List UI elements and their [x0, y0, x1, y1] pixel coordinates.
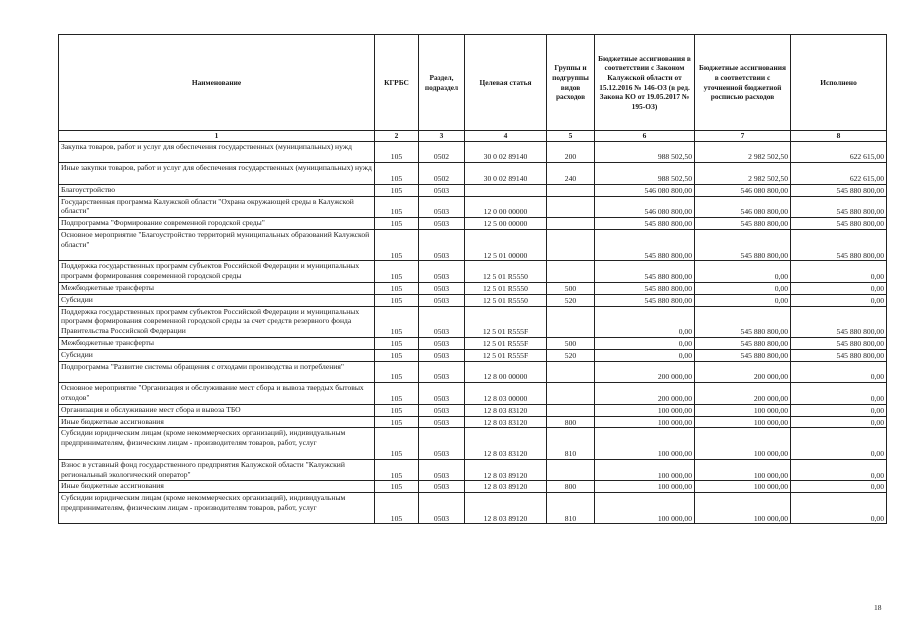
row-refined-amount-cell: 2 982 502,50 — [695, 163, 791, 185]
row-refined-amount-cell: 0,00 — [695, 294, 791, 306]
column-number-row — [59, 131, 887, 142]
row-section-cell: 0503 — [419, 416, 465, 428]
col-number-5: 5 — [547, 131, 595, 142]
row-kgrbs-cell: 105 — [375, 404, 419, 416]
row-section-cell: 0503 — [419, 184, 465, 196]
col-number-1: 1 — [59, 131, 375, 142]
row-group-cell: 520 — [547, 349, 595, 361]
table-row — [59, 416, 887, 428]
row-section-cell: 0503 — [419, 383, 465, 405]
row-kgrbs-cell: 105 — [375, 416, 419, 428]
row-section-cell: 0502 — [419, 141, 465, 163]
row-target-cell: 30 0 02 89140 — [465, 141, 547, 163]
row-target-cell: 30 0 02 89140 — [465, 163, 547, 185]
row-kgrbs-cell: 105 — [375, 459, 419, 481]
row-law-amount-cell: 545 880 800,00 — [595, 294, 695, 306]
table-body — [59, 141, 887, 524]
table-row — [59, 481, 887, 493]
row-section-cell: 0503 — [419, 349, 465, 361]
row-refined-amount-cell: 2 982 502,50 — [695, 141, 791, 163]
row-section-cell: 0503 — [419, 337, 465, 349]
row-kgrbs-cell: 105 — [375, 383, 419, 405]
row-law-amount-cell: 0,00 — [595, 349, 695, 361]
row-law-amount-cell: 100 000,00 — [595, 416, 695, 428]
row-law-amount-cell: 100 000,00 — [595, 493, 695, 524]
row-group-cell: 800 — [547, 481, 595, 493]
row-law-amount-cell: 545 880 800,00 — [595, 218, 695, 230]
row-group-cell — [547, 218, 595, 230]
row-group-cell: 520 — [547, 294, 595, 306]
row-name-cell: Субсидии юридическим лицам (кроме некоммерческих организаций), индивидуальным предпринимателям, физическим лицам - производителям товаров, работ, услуг — [59, 428, 375, 459]
row-target-cell: 12 0 00 00000 — [465, 196, 547, 218]
table-row — [59, 196, 887, 218]
row-executed-amount-cell: 545 880 800,00 — [791, 349, 887, 361]
table-row — [59, 184, 887, 196]
row-law-amount-cell: 200 000,00 — [595, 383, 695, 405]
row-executed-amount-cell: 0,00 — [791, 459, 887, 481]
row-section-cell: 0503 — [419, 481, 465, 493]
row-group-cell: 810 — [547, 428, 595, 459]
row-group-cell: 240 — [547, 163, 595, 185]
row-section-cell: 0503 — [419, 428, 465, 459]
row-executed-amount-cell: 622 615,00 — [791, 141, 887, 163]
row-law-amount-cell: 988 502,50 — [595, 163, 695, 185]
row-group-cell — [547, 306, 595, 337]
col-number-3: 3 — [419, 131, 465, 142]
row-name-cell: Основное мероприятие "Благоустройство территорий муниципальных образований Калужской области" — [59, 229, 375, 260]
row-refined-amount-cell: 545 880 800,00 — [695, 218, 791, 230]
row-section-cell: 0503 — [419, 404, 465, 416]
row-name-cell: Поддержка государственных программ субъектов Российской Федерации и муниципальных программ формирования современной городской среды — [59, 261, 375, 283]
row-executed-amount-cell: 622 615,00 — [791, 163, 887, 185]
row-name-cell: Закупка товаров, работ и услуг для обеспечения государственных (муниципальных) нужд — [59, 141, 375, 163]
row-group-cell: 500 — [547, 282, 595, 294]
table-row — [59, 261, 887, 283]
col-header-refined-allocations: Бюджетные ассигнования в соответствии с уточненной бюджетной росписью расходов — [695, 35, 791, 131]
col-header-target: Целевая статья — [465, 35, 547, 131]
col-number-8: 8 — [791, 131, 887, 142]
row-target-cell: 12 5 01 R5550 — [465, 294, 547, 306]
row-law-amount-cell: 988 502,50 — [595, 141, 695, 163]
row-refined-amount-cell: 100 000,00 — [695, 404, 791, 416]
row-law-amount-cell: 545 880 800,00 — [595, 261, 695, 283]
table-header-row — [59, 35, 887, 131]
row-kgrbs-cell: 105 — [375, 163, 419, 185]
col-header-group: Группы и подгруппы видов расходов — [547, 35, 595, 131]
col-number-2: 2 — [375, 131, 419, 142]
row-executed-amount-cell: 0,00 — [791, 493, 887, 524]
table-row — [59, 349, 887, 361]
row-refined-amount-cell: 546 080 800,00 — [695, 196, 791, 218]
row-executed-amount-cell: 545 880 800,00 — [791, 184, 887, 196]
row-section-cell: 0503 — [419, 218, 465, 230]
row-executed-amount-cell: 545 880 800,00 — [791, 218, 887, 230]
row-target-cell: 12 8 03 89120 — [465, 481, 547, 493]
row-refined-amount-cell: 545 880 800,00 — [695, 337, 791, 349]
table-row — [59, 383, 887, 405]
row-executed-amount-cell: 0,00 — [791, 383, 887, 405]
row-section-cell: 0503 — [419, 196, 465, 218]
col-number-6: 6 — [595, 131, 695, 142]
row-executed-amount-cell: 0,00 — [791, 261, 887, 283]
table-row — [59, 163, 887, 185]
row-name-cell: Межбюджетные трансферты — [59, 337, 375, 349]
row-law-amount-cell: 100 000,00 — [595, 404, 695, 416]
row-target-cell: 12 8 03 83120 — [465, 428, 547, 459]
budget-table — [58, 34, 887, 524]
row-group-cell — [547, 383, 595, 405]
col-header-name: Наименование — [59, 35, 375, 131]
row-law-amount-cell: 200 000,00 — [595, 361, 695, 383]
table-row — [59, 493, 887, 524]
row-name-cell: Подпрограмма "Формирование современной городской среды" — [59, 218, 375, 230]
row-section-cell: 0503 — [419, 361, 465, 383]
row-kgrbs-cell: 105 — [375, 294, 419, 306]
col-number-7: 7 — [695, 131, 791, 142]
row-name-cell: Организация и обслуживание мест сбора и вывоза ТБО — [59, 404, 375, 416]
table-row — [59, 294, 887, 306]
row-executed-amount-cell: 545 880 800,00 — [791, 337, 887, 349]
row-kgrbs-cell: 105 — [375, 306, 419, 337]
row-target-cell: 12 5 01 R555F — [465, 337, 547, 349]
row-refined-amount-cell: 100 000,00 — [695, 428, 791, 459]
row-executed-amount-cell: 0,00 — [791, 282, 887, 294]
row-kgrbs-cell: 105 — [375, 428, 419, 459]
row-name-cell: Иные закупки товаров, работ и услуг для обеспечения государственных (муниципальных) нужд — [59, 163, 375, 185]
row-executed-amount-cell: 0,00 — [791, 294, 887, 306]
row-law-amount-cell: 0,00 — [595, 306, 695, 337]
row-law-amount-cell: 545 880 800,00 — [595, 229, 695, 260]
row-kgrbs-cell: 105 — [375, 349, 419, 361]
row-group-cell — [547, 196, 595, 218]
row-target-cell: 12 5 01 R555F — [465, 306, 547, 337]
table-row — [59, 404, 887, 416]
row-name-cell: Субсидии юридическим лицам (кроме некоммерческих организаций), индивидуальным предпринимателям, физическим лицам - производителям товаров, работ, услуг — [59, 493, 375, 524]
row-refined-amount-cell: 0,00 — [695, 282, 791, 294]
col-number-4: 4 — [465, 131, 547, 142]
row-name-cell: Субсидии — [59, 349, 375, 361]
row-kgrbs-cell: 105 — [375, 218, 419, 230]
row-executed-amount-cell: 0,00 — [791, 428, 887, 459]
row-kgrbs-cell: 105 — [375, 282, 419, 294]
row-executed-amount-cell: 545 880 800,00 — [791, 306, 887, 337]
row-target-cell: 12 5 01 R5550 — [465, 282, 547, 294]
row-law-amount-cell: 100 000,00 — [595, 459, 695, 481]
row-target-cell: 12 8 03 83120 — [465, 404, 547, 416]
row-target-cell — [465, 184, 547, 196]
col-header-kgrbs: КГРБС — [375, 35, 419, 131]
row-refined-amount-cell: 200 000,00 — [695, 383, 791, 405]
row-refined-amount-cell: 546 080 800,00 — [695, 184, 791, 196]
col-header-executed: Исполнено — [791, 35, 887, 131]
table-row — [59, 282, 887, 294]
row-group-cell — [547, 229, 595, 260]
row-target-cell: 12 8 03 89120 — [465, 493, 547, 524]
row-refined-amount-cell: 0,00 — [695, 261, 791, 283]
row-target-cell: 12 8 03 83120 — [465, 416, 547, 428]
row-target-cell: 12 8 03 89120 — [465, 459, 547, 481]
row-kgrbs-cell: 105 — [375, 261, 419, 283]
row-refined-amount-cell: 545 880 800,00 — [695, 349, 791, 361]
row-target-cell: 12 5 00 00000 — [465, 218, 547, 230]
row-section-cell: 0503 — [419, 459, 465, 481]
row-kgrbs-cell: 105 — [375, 184, 419, 196]
row-section-cell: 0503 — [419, 282, 465, 294]
row-refined-amount-cell: 545 880 800,00 — [695, 229, 791, 260]
row-name-cell: Подпрограмма "Развитие системы обращения с отходами производства и потребления" — [59, 361, 375, 383]
row-name-cell: Субсидии — [59, 294, 375, 306]
row-name-cell: Межбюджетные трансферты — [59, 282, 375, 294]
col-header-law-allocations: Бюджетные ассигнования в соответствии с Законом Калужской области от 15.12.2016 № 146-ОЗ (в ред. Закона КО от 19.05.2017 № 195-ОЗ) — [595, 35, 695, 131]
row-target-cell: 12 8 03 00000 — [465, 383, 547, 405]
row-kgrbs-cell: 105 — [375, 141, 419, 163]
row-target-cell: 12 5 01 R555F — [465, 349, 547, 361]
row-executed-amount-cell: 0,00 — [791, 404, 887, 416]
row-law-amount-cell: 546 080 800,00 — [595, 184, 695, 196]
row-group-cell — [547, 459, 595, 481]
row-section-cell: 0503 — [419, 493, 465, 524]
row-refined-amount-cell: 100 000,00 — [695, 481, 791, 493]
row-kgrbs-cell: 105 — [375, 229, 419, 260]
row-group-cell — [547, 261, 595, 283]
row-section-cell: 0502 — [419, 163, 465, 185]
row-group-cell: 500 — [547, 337, 595, 349]
row-group-cell: 800 — [547, 416, 595, 428]
row-name-cell: Иные бюджетные ассигнования — [59, 416, 375, 428]
row-group-cell — [547, 404, 595, 416]
row-name-cell: Иные бюджетные ассигнования — [59, 481, 375, 493]
row-target-cell: 12 5 01 00000 — [465, 229, 547, 260]
row-kgrbs-cell: 105 — [375, 196, 419, 218]
row-name-cell: Взнос в уставный фонд государственного предприятия Калужской области "Калужский региональный экологический оператор" — [59, 459, 375, 481]
row-kgrbs-cell: 105 — [375, 337, 419, 349]
table-row — [59, 229, 887, 260]
row-group-cell — [547, 184, 595, 196]
table-row — [59, 337, 887, 349]
table-row — [59, 428, 887, 459]
row-executed-amount-cell: 0,00 — [791, 416, 887, 428]
page-number: 18 — [874, 603, 882, 612]
row-law-amount-cell: 546 080 800,00 — [595, 196, 695, 218]
row-name-cell: Государственная программа Калужской области "Охрана окружающей среды в Калужской области" — [59, 196, 375, 218]
row-kgrbs-cell: 105 — [375, 481, 419, 493]
row-group-cell — [547, 361, 595, 383]
row-law-amount-cell: 100 000,00 — [595, 481, 695, 493]
row-refined-amount-cell: 100 000,00 — [695, 493, 791, 524]
table-row — [59, 218, 887, 230]
table-row — [59, 306, 887, 337]
row-executed-amount-cell: 0,00 — [791, 481, 887, 493]
row-refined-amount-cell: 545 880 800,00 — [695, 306, 791, 337]
row-section-cell: 0503 — [419, 294, 465, 306]
row-group-cell: 200 — [547, 141, 595, 163]
row-target-cell: 12 5 01 R5550 — [465, 261, 547, 283]
table-row — [59, 459, 887, 481]
row-section-cell: 0503 — [419, 261, 465, 283]
row-kgrbs-cell: 105 — [375, 493, 419, 524]
row-name-cell: Поддержка государственных программ субъектов Российской Федерации и муниципальных программ формирования современной городской среды за счет средств резервного фонда Правительства Российской Федерации — [59, 306, 375, 337]
row-law-amount-cell: 100 000,00 — [595, 428, 695, 459]
row-executed-amount-cell: 0,00 — [791, 361, 887, 383]
row-name-cell: Благоустройство — [59, 184, 375, 196]
row-executed-amount-cell: 545 880 800,00 — [791, 196, 887, 218]
row-law-amount-cell: 0,00 — [595, 337, 695, 349]
row-group-cell: 810 — [547, 493, 595, 524]
row-refined-amount-cell: 200 000,00 — [695, 361, 791, 383]
row-refined-amount-cell: 100 000,00 — [695, 459, 791, 481]
row-law-amount-cell: 545 880 800,00 — [595, 282, 695, 294]
row-name-cell: Основное мероприятие "Организация и обслуживание мест сбора и вывоза твердых бытовых отходов" — [59, 383, 375, 405]
table-row — [59, 361, 887, 383]
table-row — [59, 141, 887, 163]
row-target-cell: 12 8 00 00000 — [465, 361, 547, 383]
row-kgrbs-cell: 105 — [375, 361, 419, 383]
row-refined-amount-cell: 100 000,00 — [695, 416, 791, 428]
col-header-section: Раздел, подраздел — [419, 35, 465, 131]
row-section-cell: 0503 — [419, 306, 465, 337]
row-section-cell: 0503 — [419, 229, 465, 260]
row-executed-amount-cell: 545 880 800,00 — [791, 229, 887, 260]
